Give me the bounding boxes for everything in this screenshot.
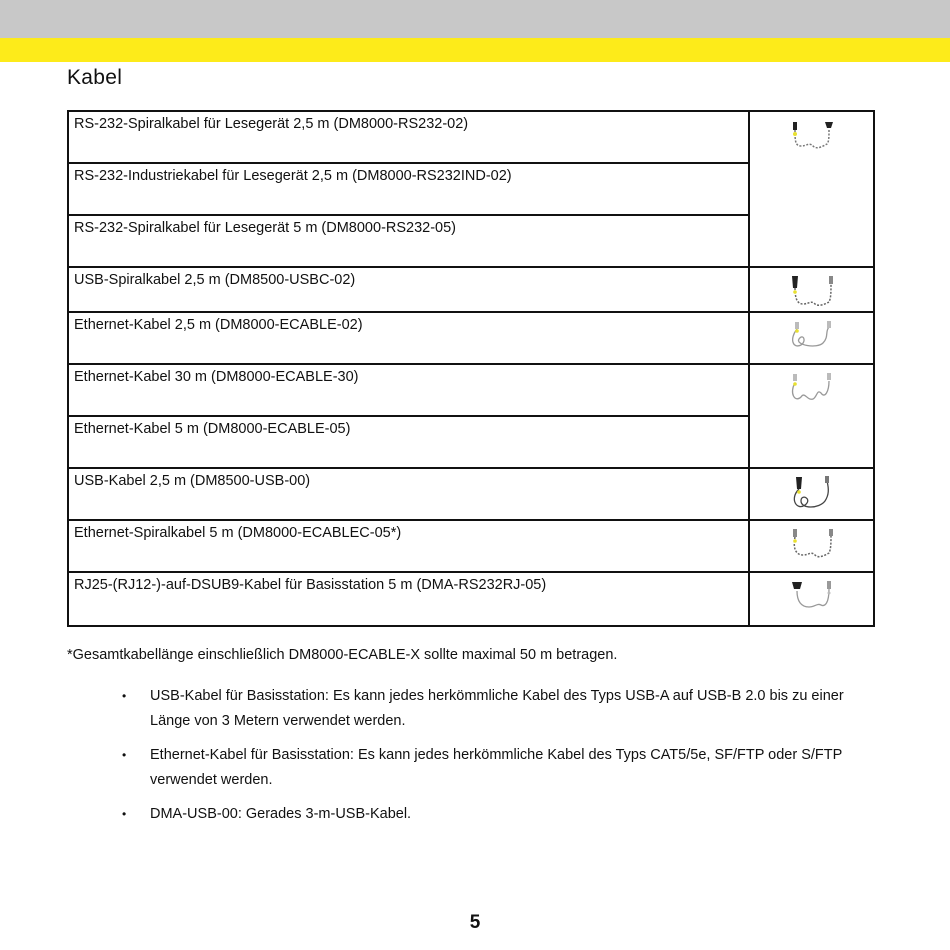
cable-image-cell xyxy=(749,111,874,267)
cable-description: RS-232-Spiralkabel für Lesegerät 5 m (DM8000-RS232-05) xyxy=(68,215,749,267)
cable-description: RS-232-Spiralkabel für Lesegerät 2,5 m (DM8000-RS232-02) xyxy=(68,111,749,163)
table-row xyxy=(68,312,874,364)
list-item xyxy=(122,802,882,827)
cable-description: Ethernet-Kabel 30 m (DM8000-ECABLE-30) xyxy=(68,364,749,416)
rs232-coiled-cable-icon xyxy=(787,118,837,154)
cable-image-cell xyxy=(749,520,874,572)
header-yellow-band xyxy=(0,38,950,62)
cable-description: RJ25-(RJ12-)-auf-DSUB9-Kabel für Basisstation 5 m (DMA-RS232RJ-05) xyxy=(68,572,749,626)
bullet-icon: • xyxy=(122,807,127,821)
table-row xyxy=(68,267,874,312)
table-row xyxy=(68,520,874,572)
page-number: 5 xyxy=(469,912,481,933)
header-gray-band xyxy=(0,0,950,38)
bullet-list xyxy=(122,684,882,836)
page-title: Kabel xyxy=(67,66,123,89)
table-row xyxy=(68,364,874,416)
rj25-dsub9-cable-icon xyxy=(787,579,837,615)
list-item-text: USB-Kabel für Basisstation: Es kann jedes herkömmliche Kabel des Typs USB-A auf USB-B 2.0 bis zu einer Länge von 3 Metern verwendet werden. xyxy=(150,688,844,729)
list-item-text: DMA-USB-00: Gerades 3-m-USB-Kabel. xyxy=(150,806,412,822)
ethernet-cable-long-icon xyxy=(787,371,837,407)
cable-description: Ethernet-Spiralkabel 5 m (DM8000-ECABLEC-05*) xyxy=(68,520,749,572)
cable-description: RS-232-Industriekabel für Lesegerät 2,5 m (DM8000-RS232IND-02) xyxy=(68,163,749,215)
bullet-icon: • xyxy=(122,748,127,762)
cable-table xyxy=(67,110,875,627)
table-row xyxy=(68,468,874,520)
cable-image-cell xyxy=(749,468,874,520)
cable-image-cell xyxy=(749,572,874,626)
ethernet-cable-icon xyxy=(787,319,837,355)
cable-image-cell xyxy=(749,364,874,468)
cable-description: Ethernet-Kabel 2,5 m (DM8000-ECABLE-02) xyxy=(68,312,749,364)
cable-image-cell xyxy=(749,267,874,312)
cable-description: USB-Spiralkabel 2,5 m (DM8500-USBC-02) xyxy=(68,267,749,312)
usb-cable-icon xyxy=(787,475,837,513)
cable-description: USB-Kabel 2,5 m (DM8500-USB-00) xyxy=(68,468,749,520)
list-item xyxy=(122,743,882,793)
cable-image-cell xyxy=(749,312,874,364)
table-row xyxy=(68,572,874,626)
bullet-icon: • xyxy=(122,689,127,703)
cable-description: Ethernet-Kabel 5 m (DM8000-ECABLE-05) xyxy=(68,416,749,468)
usb-coiled-cable-icon xyxy=(787,274,837,310)
table-row xyxy=(68,111,874,163)
footnote: *Gesamtkabellänge einschließlich DM8000-ECABLE-X sollte maximal 50 m betragen. xyxy=(67,647,618,663)
list-item-text: Ethernet-Kabel für Basisstation: Es kann jedes herkömmliche Kabel des Typs CAT5/5e, SF/FTP oder S/FTP verwendet werden. xyxy=(150,747,843,788)
list-item xyxy=(122,684,882,734)
ethernet-coiled-cable-icon xyxy=(787,527,837,563)
